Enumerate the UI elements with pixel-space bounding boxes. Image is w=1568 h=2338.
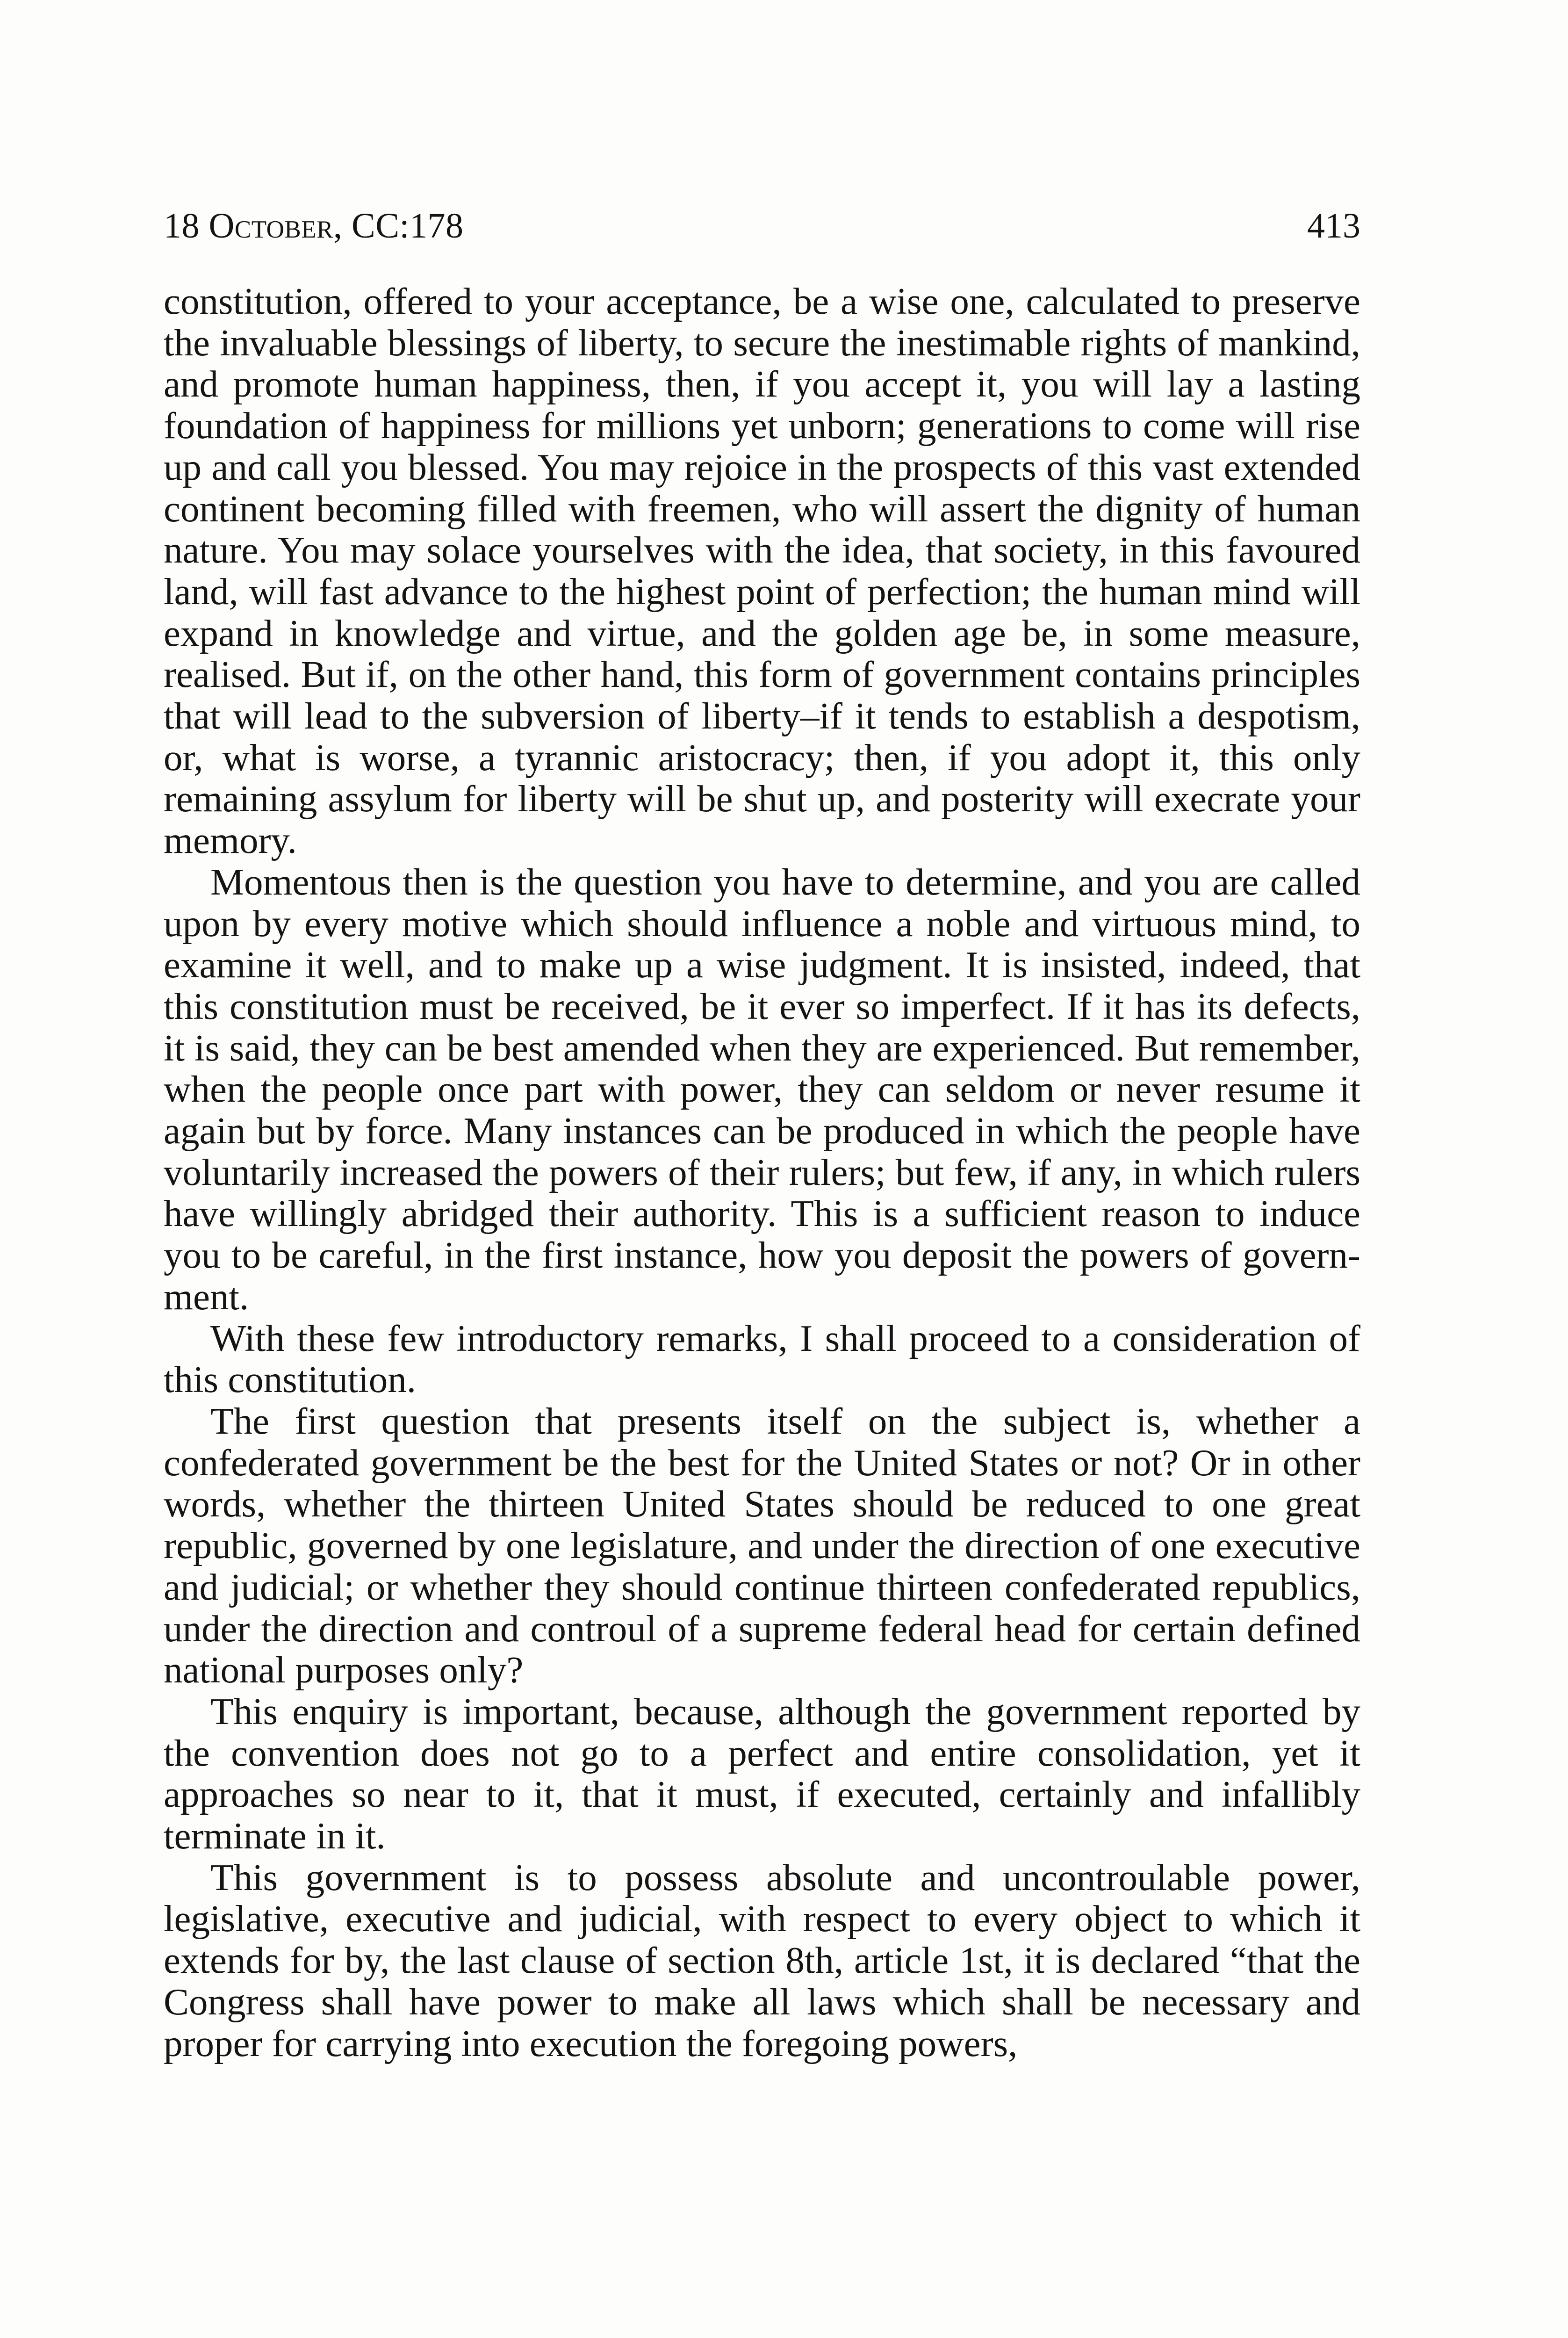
paragraph: This government is to possess absolute and uncontroulable power, legislative, executive and judicial, with respect to every object to which it extends for by, the last clause of section 8th, article 1st, it is declared “that the Congress shall have power to make all laws which shall be necessary and proper for carrying into execution the foregoing powers, xyxy=(164,1856,1360,2064)
paragraph-continued: constitution, offered to your acceptance, be a wise one, calculated to preserve the invaluable blessings of liberty, to secure the inestimable rights of mankind, and promote human happiness, then, if you accept it, you will lay a lasting foundation of happiness for millions yet unborn; generations to come will rise up and call you blessed. You may rejoice in the prospects of this vast extended continent becoming filled with freemen, who will assert the dignity of human nature. You may solace yourselves with the idea, that society, in this favoured land, will fast advance to the highest point of perfection; the human mind will expand in knowledge and virtue, and the golden age be, in some measure, realised. But if, on the other hand, this form of government contains principles that will lead to the subversion of liberty–if it tends to establish a despotism, or, what is worse, a tyrannic aristocracy; then, if you adopt it, this only remaining assylum for liberty will be shut up, and posterity will execrate your memory. xyxy=(164,280,1360,862)
running-head xyxy=(164,200,1360,252)
body-text xyxy=(164,281,1360,2064)
running-head-month: October xyxy=(209,206,334,245)
paragraph: Momentous then is the question you have to determine, and you are called upon by every motive which should influence a noble and virtuous mind, to examine it well, and to make up a wise judgment. It is insisted, indeed, that this constitution must be received, be it ever so imperfect. If it has its defects, it is said, they can be best amended when they are experienced. But remember, when the people once part with power, they can seldom or never resume it again but by force. Many instances can be produced in which the people have voluntarily increased the powers of their rulers; but few, if any, in which rulers have willingly abridged their authority. This is a sufficient reason to induce you to be careful, in the first instance, how you deposit the powers of government. xyxy=(164,860,1360,1318)
paragraph: The first question that presents itself on the subject is, whether a confederated government be the best for the United States or not? Or in other words, whether the thirteen United States should be reduced to one great republic, governed by one legislature, and under the direction of one executive and judicial; or whether they should continue thirteen confederated republics, under the direction and controul of a supreme federal head for certain defined national purposes only? xyxy=(164,1400,1360,1691)
paragraph: With these few introductory remarks, I shall proceed to a consideration of this constitution. xyxy=(164,1317,1360,1401)
paragraph: This enquiry is important, because, although the government reported by the convention does not go to a perfect and entire consolidation, yet it approaches so near to it, that it must, if executed, certainly and infallibly terminate in it. xyxy=(164,1690,1360,1857)
running-head-citation xyxy=(164,200,464,252)
running-head-document-id: , CC:178 xyxy=(333,206,464,245)
running-head-date-number: 18 xyxy=(164,206,209,245)
page-number: 413 xyxy=(1307,206,1360,245)
